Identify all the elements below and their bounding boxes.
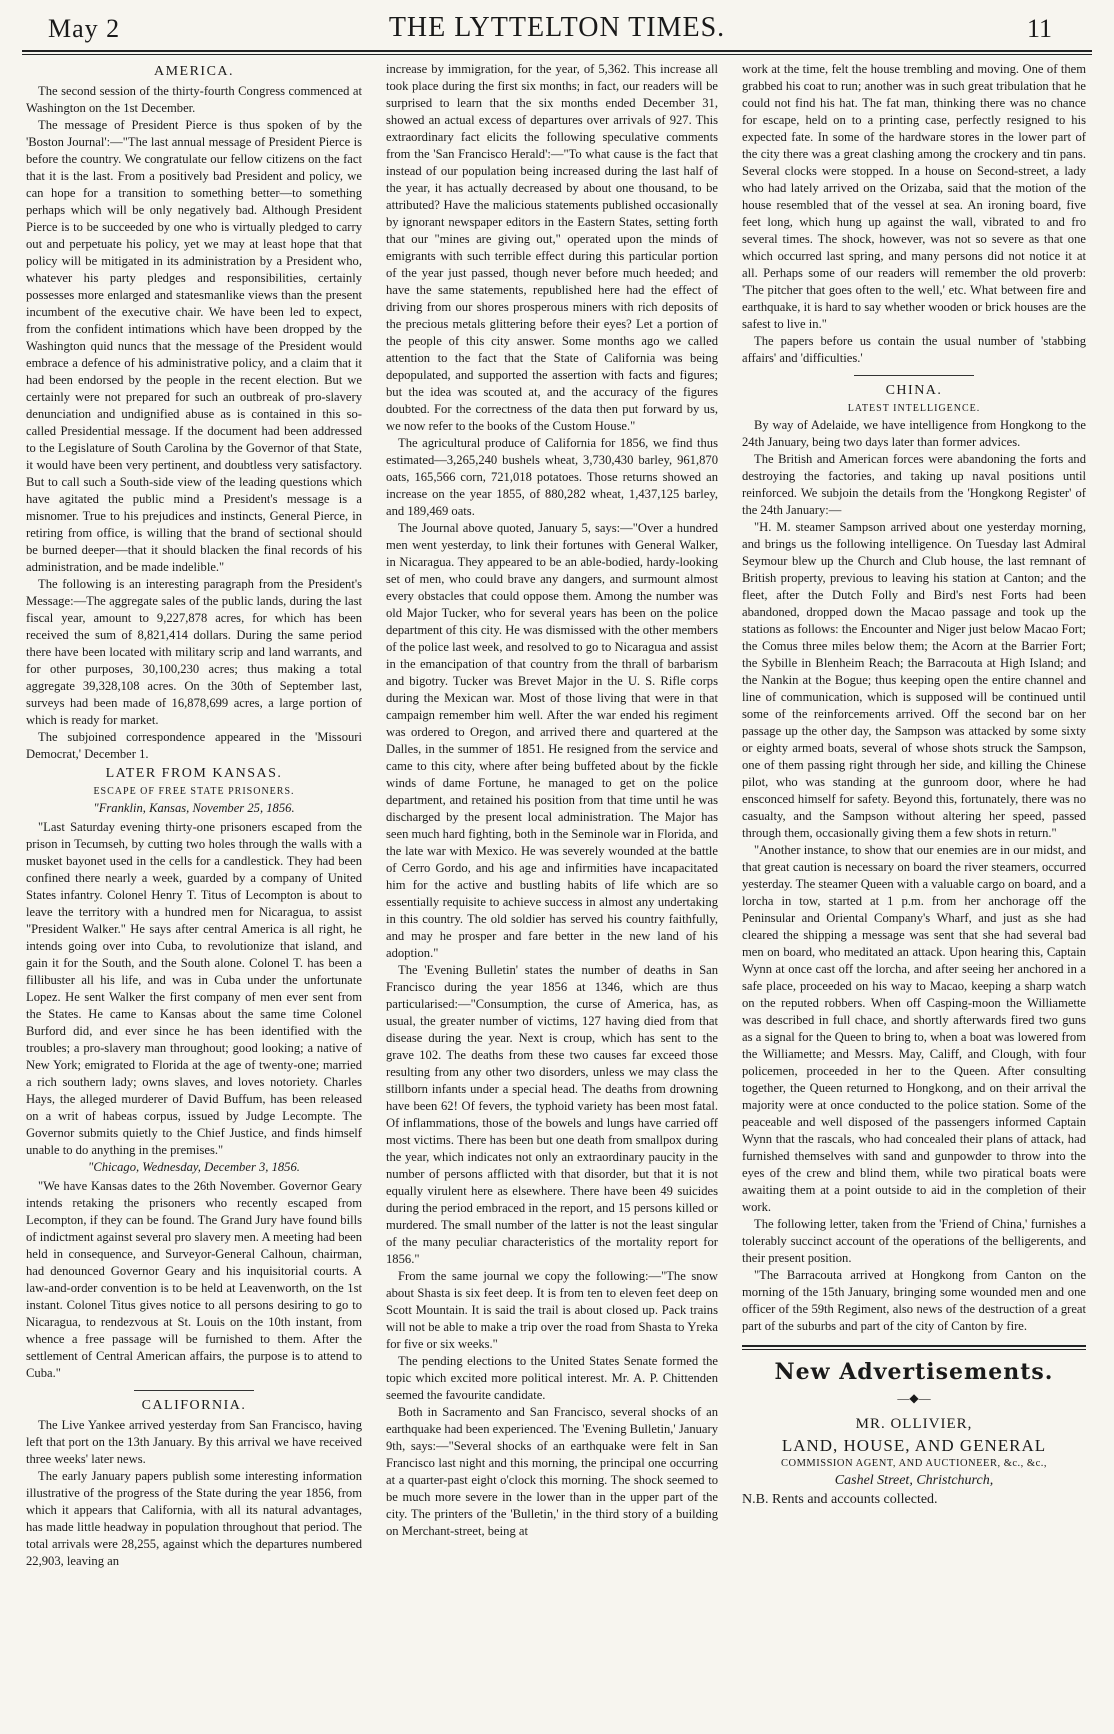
paragraph: The early January papers publish some interesting information illustrative of the progress of the State during the year 1856, from which it appears that California, with all its natural advantages, has made little headway in population throughout that period. The total arrivals were 28,255, against which the departures numbered 22,903, leaving an (26, 1469, 362, 1569)
paragraph: "H. M. steamer Sampson arrived about one yesterday morning, and brings us the following intelligence. On Tuesday last Admiral Seymour blew up the Church and Club house, the last remnant of British property, previous to leaving his station at Canton; and the fleet, after the Dutch Folly and Bird's nest Forts had been abandoned, dropped down the Macao passage and took up the stations as follows: the Encounter and Niger just below Macao Fort; the Comus three miles below them; the Acorn at the Barrier Fort; the Sybille in Blenheim Reach; the Barracouta at High Island; and the Nankin at the Bogue; thus keeping open the entire channel and line of communication, which is supposed will be continued until some of the reinforcements arrived. Off the second bar on her passage up the other day, the Sampson was attacked by some sixty or eighty armed boats, several of whose shots struck the Sampson, one of them passing right through her side, and killing the Chinese pilot, who was standing at the gunroom door, where he had ensconced himself for safety. Beyond this, fortunately, there was no casualty, and the Sampson without altering her speed, passed through them, occasionally giving them a few shots in return." (742, 520, 1086, 841)
paragraph: The papers before us contain the usual number of 'stabbing affairs' and 'difficulties.' (742, 334, 1086, 365)
ornament-icon: —◆— (897, 1391, 931, 1406)
newspaper-title: THE LYTTELTON TIMES. (388, 12, 726, 43)
subheading-kansas: ESCAPE OF FREE STATE PRISONERS. (93, 785, 295, 797)
paragraph: The following letter, taken from the 'Friend of China,' furnishes a tolerably succinct account of the operations of the belligerents, and their present position. (742, 1217, 1086, 1266)
subheading-china: LATEST INTELLIGENCE. (847, 402, 981, 414)
heading-california: CALIFORNIA. (141, 1398, 247, 1414)
paragraph: The following is an interesting paragraph from the President's Message:—The aggregate sales of the public lands, during the last fiscal year, amount to 9,227,878 acres, for which has been received the sum of 8,821,414 dollars. During the same period there have been located with military scrip and land warrants, and for other purposes, 30,100,230 acres; thus making a total aggregate 39,328,108 acres. On the 30th of September last, surveys had been made of 16,878,699 acres, a large portion of which is ready for market. (26, 576, 362, 727)
paragraph: "Last Saturday evening thirty-one prisoners escaped from the prison in Tecumseh, by cutting two holes through the walls with a musket bayonet used in the cells for a candlestick. They had been confined there nearly a week, guarded by a company of United States infantry. Colonel Henry T. Titus of Lecompton is about to leave the territory with a hundred men for Nicaragua, to assist "President Walker." He says after central America is all right, he intends going over into Cuba, to revolutionize that island, and gain it for the South, and the South alone. Colonel T. has been a fillibuster all his life, and was in Cuba under the unfortunate Lopez. He sent Walker the first company of men ever sent from the States. He came to Kansas about the same time Colonel Burford did, and ever since he has been identified with the troubles; a pro-slavery man throughout; good looking; a native of New York; emigrated to Florida at the age of twenty-one; married a rich southern lady; owns slaves, and loves notoriety. Charles Hays, the alleged murderer of David Buffum, has been released on a writ of habeas corpus, issued by Judge Lecompte. The Governor submits quietly to the Chief Justice, and finds himself unable to do anything in the premises." (26, 820, 362, 1158)
paragraph: The agricultural produce of California for 1856, we find thus estimated—3,265,240 bushels wheat, 3,730,430 barley, 961,870 oats, 165,566 corn, 721,018 potatoes. Those returns showed an increase on the year 1855, of 880,282 wheat, 1,437,125 barley, and 189,469 oats. (386, 436, 718, 518)
masthead (22, 12, 1092, 48)
advertisements-heading: New Advertisements. (774, 1359, 1054, 1386)
paragraph: The message of President Pierce is thus spoken of by the 'Boston Journal':—"The last annual message of President Pierce is before the country. We congratulate our fellow citizens on the fact that it is the last. From a positively bad President and policy, we can hope for a transition to something better—to something perhaps which will be only negatively bad. Although President Pierce is to be succeeded by one who is virtually pledged to carry out and perpetuate his policy, yet we may at least hope that that policy will be mitigated in its administration by a President who, whatever his party pledges and responsibilities, certainly possesses more enlarged and statesmanlike views than the present incumbent of the executive chair. We have been led to expect, from the confident intimations which have been dropped by the Washington quid nuncs that the message of the President would embrace a defence of his administrative policy, and a claim that it had been endorsed by the people in the recent election. But we certainly were not prepared for such an outbreak of pro-slavery denunciation and undignified abuse as is contained in this so-called Presidential message. If the document had been addressed to the Legislature of South Carolina by the Governor of that State, it would have been very pertinent, and doubtless very satisfactory. But to call such a South-side view of the leading questions which have agitated the public mind a President's message is a misnomer. True to his prejudices and instincts, General Pierce, in retiring from office, is willing that the brand of sectional should be burned deeper—that it should blacken the final records of his administration, and be made indelible." (26, 117, 362, 574)
heading-china: CHINA. (885, 383, 943, 398)
paragraph: "We have Kansas dates to the 26th November. Governor Geary intends retaking the prisoners who recently escaped from Lecompton, if they can be found. The Grand Jury have found bills of indictment against several pro slavery men. A meeting had been held in consequence, and Surveyor-General Calhoun, chairman, had denounced Governor Geary and his inquisitorial courts. A law-and-order convention is to be held at Leavenworth, on the 1st instant. Colonel Titus gives notice to all persons desiring to go to Nicaragua, to rendezvous at St. Louis on the 10th instant, from whence a free passage will be furnished to them. After the settlement of Central American affairs, the purpose is to attend to Cuba." (26, 1179, 362, 1381)
paragraph: By way of Adelaide, we have intelligence from Hongkong to the 24th January, being two days later than former advices. (742, 418, 1086, 450)
ad-name: MR. OLLIVIER, (855, 1416, 973, 1433)
dateline-franklin: "Franklin, Kansas, November 25, 1856. (93, 801, 295, 816)
paragraph: The Journal above quoted, January 5, says:—"Over a hundred men went yesterday, to link their fortunes with General Walker, in Nicaragua. They appeared to be an able-bodied, hardy-looking set of men, who could brave any dangers, and surmount almost every obstacles that could oppose them. Among the number was old Major Tucker, who for several years has been on the police department of this city. He was dismissed with the other members of the police last week, and resolved to go to Nicaragua and assist in the emancipation of that country from the thrall of barbarism and bigotry. Tucker was Brevet Major in the U. S. Rifle corps during the Mexican war. Most of those living that were in that campaign remember him well. After the war ended his regiment was ordered to Oregon, and arrived there and quartered at the Dalles, in the summer of 1851. He resigned from the service and came to this city, where after being buffeted about by the fickle winds of dame Fortune, he managed to get on the police department, and retained his position from that time until he was discharged by the present local administration. The Major has seen much hard fighting, both in the Seminole war in Florida, and the late war with Mexico. He was severely wounded at the battle of Cerro Gordo, and his age and infirmities have incapacitated him for the active and bustling habits of life which are so essentially requisite to achieve success in almost any undertaking in this country. The old soldier has served his country faithfully, and may he prosper and fare better in the new land of his adoption." (386, 521, 718, 960)
paragraph: Both in Sacramento and San Francisco, several shocks of an earthquake had been experienced. The 'Evening Bulletin,' January 9th, says:—"Several shocks of an earthquake were felt in San Francisco last night and this morning, the principal one occurring at a quarter-past eight o'clock this morning. The shock seemed to be much more severe in the lower than in the upper part of the city. The printers of the 'Bulletin,' in the third story of a building on Merchant-street, being at (386, 1405, 718, 1538)
ad-line: LAND, HOUSE, AND GENERAL (781, 1435, 1047, 1455)
advertisement (742, 1414, 1086, 1509)
article-columns (22, 61, 1092, 1711)
issue-date: May 2 (48, 14, 121, 43)
heading-america: AMERICA. (153, 64, 235, 79)
heading-kansas: LATER FROM KANSAS. (105, 765, 283, 781)
paragraph: The second session of the thirty-fourth Congress commenced at Washington on the 1st December. (26, 83, 362, 115)
section-divider (854, 375, 974, 376)
column-1 (26, 61, 362, 1711)
paragraph: The Live Yankee arrived yesterday from San Francisco, having left that port on the 13th January. By this arrival we have received three weeks' later news. (26, 1418, 362, 1467)
paragraph: The subjoined correspondence appeared in the 'Missouri Democrat,' December 1. (26, 729, 362, 761)
column-2 (386, 61, 718, 1711)
advertisements-rule (742, 1345, 1086, 1350)
masthead-rule (22, 50, 1092, 55)
paragraph: increase by immigration, for the year, of 5,362. This increase all took place during the first six months; in fact, our readers will be surprised to learn that the six months ended December 31, showed an actual excess of departures over arrivals of 927. This extraordinary fact elicits the following speculative comments from the 'San Francisco Herald':—"To what cause is the fact that instead of our population being increased during the last half of the year, it has actually decreased by about one thousand, to be attributed? Have the malicious statements published occasionally by ignorant newspaper editors in the Eastern States, setting forth that our "mines are giving out," operated upon the minds of emigrants with such terrible effect during this particular portion of the year just passed, though never before much heeded; and have the same statements, republished here had the effect of driving from our shores prosperous miners with rich deposits of the precious metals glittering before their eyes? Let a portion of the people of this city answer. Some months ago we called attention to the fact that the State of California was being depopulated, and supported the assertion with facts and figures; but the idea was scouted at, and the accuracy of the figures doubted. For the correctness of the data then put forward by us, we now refer to the books of the Custom House." (386, 62, 718, 433)
ad-line: COMMISSION AGENT, AND AUCTIONEER, &c., &c., (780, 1458, 1047, 1470)
paragraph: The 'Evening Bulletin' states the number of deaths in San Francisco during the year 1856 at 1346, which are thus particularised:—"Consumption, the curse of America, has, as usual, the greater number of victims, 127 having died from that disease during the year. Next is croup, which has sent to the grave 102. The deaths from these two causes far exceed those resulting from any other two disorders, unless we may class the stillborn infants under a special head. The deaths from drowning have been 62! Of fevers, the typhoid variety has been most fatal. Of inflammations, those of the bowels and lungs have carried off most victims. There has been but one death from smallpox during the year, which indicates not only an extraordinary paucity in the number of persons afflicted with that disorder, but that it is not equally virulent here as elsewhere. There have been 49 suicides during the period embraced in the report, and 15 persons killed or murdered. The small number of the latter is not the least singular of the many peculiar characteristics of the mortality report for 1856." (386, 963, 718, 1266)
dateline-chicago: "Chicago, Wednesday, December 3, 1856. (88, 1160, 300, 1175)
section-divider (134, 1390, 254, 1391)
paragraph: The British and American forces were abandoning the forts and destroying the factories, and taking up naval positions until reinforced. We subjoin the details from the 'Hongkong Register' of the 24th January:— (742, 452, 1086, 518)
paragraph: work at the time, felt the house trembling and moving. One of them grabbed his coat to run; another was in such great tribulation that he could not find his hat. The fat man, thinking there was no chance for escape, held on to a printing case, perfectly resigned to his expected fate. In some of the hardware stores in the lower part of the city there was a great clashing among the crockery and tin pans. Several clocks were stopped. In a house on Second-street, a lady who had lately arrived on the Orizaba, said that the motion of the house resembled that of the vessel at sea. An ironing board, five feet long, which hung up against the wall, vibrated to and fro several times. The shock, however, was not so severe as that one which occurred last spring, and many persons did not notice it at all. Perhaps some of our readers will remember the old proverb: 'The pitcher that goes often to the well,' etc. What between fire and earthquake, it is hard to say whether wooden or brick houses are the safest to live in." (742, 62, 1086, 331)
ad-address: Cashel Street, Christchurch, (834, 1472, 994, 1488)
ad-note: N.B. Rents and accounts collected. (742, 1491, 938, 1507)
paragraph: "The Barracouta arrived at Hongkong from Canton on the morning of the 15th January, bringing some wounded men and one officer of the 59th Regiment, also news of the destruction of a great part of the suburbs and part of the city of Canton by fire. (742, 1268, 1086, 1334)
paragraph: "Another instance, to show that our enemies are in our midst, and that great caution is necessary on board the river steamers, occurred yesterday. The steamer Queen with a valuable cargo on board, and a lorcha in tow, started at 1 p.m. from her anchorage off the Peninsular and Oriental Company's Wharf, and just as she had cleared the shipping a message was sent that she had several bad men on board, who meditated an attack. Upon hearing this, Captain Wynn at once cast off the lorcha, and after seeing her anchored in a safe place, proceeded on his way to Macao, keeping a sharp watch on the reputed robbers. When off Casping-moon the Williamette was described in full chace, and shortly afterwards fired two guns as a signal for the Queen to bring to, when a boat was lowered from the Williamette; and Messrs. May, Califf, and Clough, with four policemen, proceeded in her to the Queen. After consulting together, the Queen returned to Hongkong, and on their arrival the majority were at once conducted to the police station. Some of the peaceable and well disposed of the passengers informed Captain Wynn that the rascals, who had concealed their plans of attack, had furnished themselves with sand and gunpowder to throw into the eyes of the crew and blind them, while two piratical boats were awaiting them at a point outside to aid in the completion of their work. (742, 843, 1086, 1215)
paragraph: The pending elections to the United States Senate formed the topic which excited more political interest. Mr. A. P. Chittenden seemed the favourite candidate. (386, 1354, 718, 1402)
paragraph: From the same journal we copy the following:—"The snow about Shasta is six feet deep. It is from ten to eleven feet deep on Scott Mountain. It is said the trail is about closed up. Pack trains will not be able to make a trip over the road from Shasta to Yreka for five or six weeks." (386, 1269, 718, 1351)
page-number: 11 (1026, 14, 1052, 43)
column-3 (742, 61, 1086, 1711)
